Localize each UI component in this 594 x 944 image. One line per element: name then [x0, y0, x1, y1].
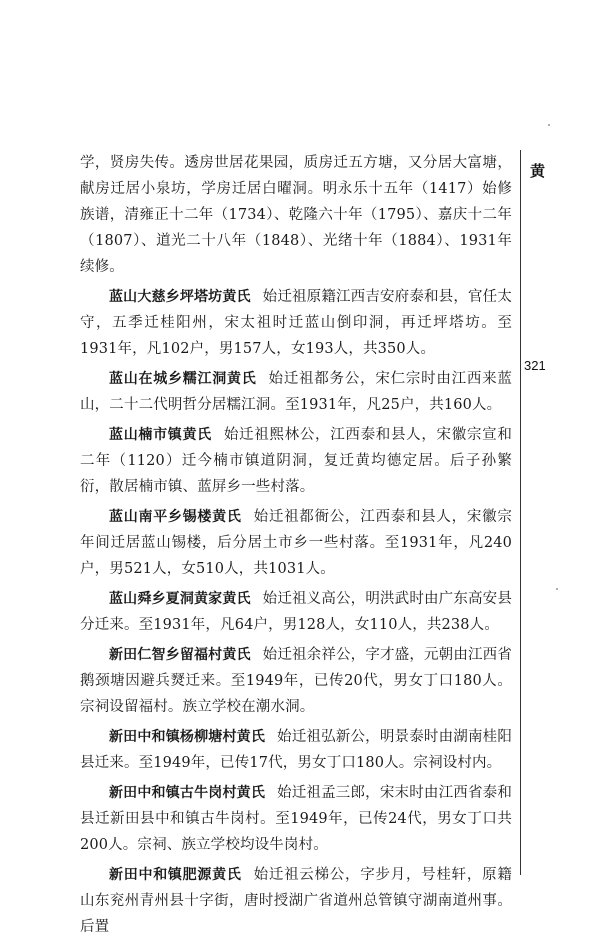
page-number: 321	[524, 358, 546, 373]
entry-paragraph	[80, 862, 512, 940]
entry-title: 新田中和镇古牛岗村黄氏	[109, 785, 266, 801]
entry-text: 始迁祖原籍江西吉安府泰和县，官任太守，五季迁桂阳州，宋太祖时迁蓝山倒印洞，再迁坪塔坊。至1931年，凡102户，男157人，女193人，共350人。	[80, 289, 512, 357]
entry-text: 学，贤房失传。透房世居花果园，质房迁五方塘，又分居大富塘，献房迁居小泉坊，学房迁居白曜洞。明永乐十五年（1417）始修族谱，清雍正十二年（1734）、乾隆六十年（1795）、嘉庆十二年（1807）、道光二十八年（1848）、光绪十年（1884）、1931年续修。	[80, 155, 512, 275]
entry-text: 始迁祖都衙公，江西泰和县人，宋徽宗年间迁居蓝山锡楼，后分居土市乡一些村落。至1931年，凡240户，男521人，女510人，共1031人。	[80, 509, 512, 577]
body-text	[80, 150, 512, 944]
scan-speck	[548, 124, 550, 126]
entry-paragraph	[80, 780, 512, 858]
margin-rule	[520, 150, 521, 875]
entry-text: 始迁祖余祥公，字才盛，元朝由江西省鹅颈塘因避兵燹迁来。至1949年，已传20代，男女丁口180人。宗祠设留福村。族立学校在潮水洞。	[80, 647, 512, 715]
entry-title: 蓝山大慈乡坪塔坊黄氏	[109, 289, 251, 305]
entry-title: 新田中和镇杨柳塘村黄氏	[109, 729, 266, 745]
entry-title: 蓝山在城乡糯江洞黄氏	[109, 371, 257, 387]
entry-paragraph	[80, 504, 512, 582]
entry-text: 始迁祖孟三郎，宋末时由江西省泰和县迁新田县中和镇古牛岗村。至1949年，已传24代，男女丁口共200人。宗祠、族立学校均设牛岗村。	[80, 785, 512, 853]
entry-text: 始迁祖熙林公，江西泰和县人，宋徽宗宣和二年（1120）迁今楠市镇道阴洞，复迁黄均德定居。后子孙繁衍，散居楠市镇、蓝屏乡一些村落。	[80, 427, 512, 495]
entry-title: 蓝山楠市镇黄氏	[109, 427, 212, 443]
entry-continuation	[80, 150, 512, 280]
entry-text: 始迁祖都务公，宋仁宗时由江西来蓝山，二十二代明哲分居糯江洞。至1931年，凡25户，共160人。	[80, 371, 513, 413]
entry-title: 蓝山南平乡锡楼黄氏	[109, 509, 242, 525]
section-marker: 黄	[530, 162, 546, 180]
entry-text: 始迁祖义高公，明洪武时由广东高安县分迁来。至1931年，凡64户，男128人，女110人，共238人。	[80, 591, 512, 633]
entry-paragraph	[80, 586, 512, 638]
entry-paragraph	[80, 366, 512, 418]
entry-title: 新田仁智乡留福村黄氏	[109, 647, 251, 663]
scan-speck	[556, 588, 558, 590]
entry-paragraph	[80, 422, 512, 500]
entry-text: 始迁祖弘新公，明景泰时由湖南桂阳县迁来。至1949年，已传17代，男女丁口180人。宗祠设村内。	[80, 729, 512, 771]
entry-paragraph	[80, 724, 512, 776]
entry-title: 蓝山舜乡夏洞黄家黄氏	[109, 591, 251, 607]
entry-title: 新田中和镇肥源黄氏	[109, 867, 242, 883]
entry-paragraph	[80, 642, 512, 720]
entry-paragraph	[80, 284, 512, 362]
entry-text: 始迁祖云梯公，字步月，号桂轩，原籍山东兖州青州县十字街，唐时授湖广省道州总管镇守湖南道州事。后置	[80, 867, 512, 935]
